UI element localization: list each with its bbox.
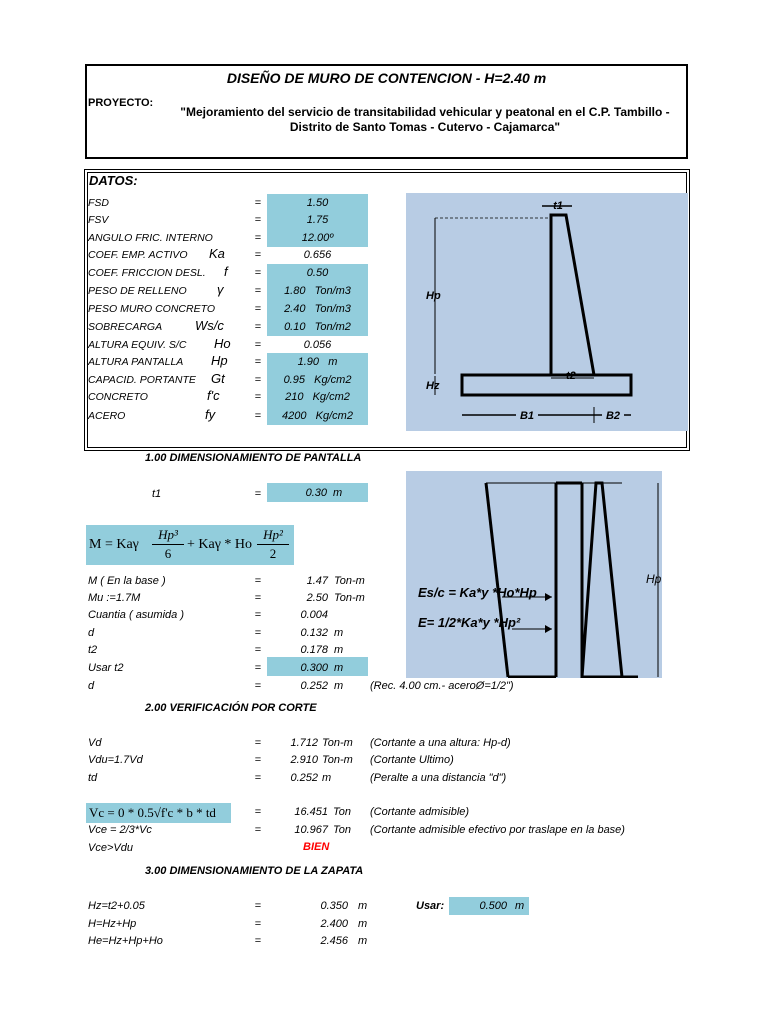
section-1-row-value: 0.004 [300, 609, 328, 621]
equals-sign: = [254, 754, 262, 766]
section-1-row-value: 0.252 [300, 680, 328, 692]
section-1-row-unit: m [334, 662, 344, 674]
vce-value: 10.967 [294, 824, 328, 836]
section-3-row-value: 2.400 [320, 918, 348, 930]
datos-row-label: ACERO [88, 410, 126, 422]
wall-section-diagram [406, 193, 688, 431]
section-3-row-label: He=Hz+Hp+Ho [88, 935, 163, 947]
project-line-1: "Mejoramiento del servicio de transitabilidad vehicular y peatonal en el C.P. Tambillo - [180, 105, 670, 119]
datos-row-label: ALTURA EQUIV. S/C [88, 339, 187, 351]
section-1-row-unit: Ton-m [334, 592, 365, 604]
t1-value-cell [267, 483, 368, 502]
section-1-row-label: Mu :=1.7M [88, 592, 141, 604]
datos-row-value: 4200 Kg/cm2 [282, 410, 353, 422]
section-1-row-value: 0.178 [300, 644, 328, 656]
section-1-row-unit: Ton-m [334, 575, 365, 587]
vc-unit: Ton [333, 806, 351, 818]
equals-sign: = [254, 374, 262, 386]
datos-row-symbol: Gt [211, 371, 225, 386]
datos-row-symbol: Hp [211, 353, 228, 368]
section-3-row-value: 2.456 [320, 935, 348, 947]
datos-row-label: COEF. FRICCION DESL. [88, 267, 206, 279]
equals-sign: = [254, 592, 262, 604]
section-1-row-label: Usar t2 [88, 662, 124, 674]
section-1-row-label: d [88, 680, 95, 692]
datos-row-label: ANGULO FRIC. INTERNO [88, 232, 213, 244]
vc-formula-text: Vc = 0 * 0.5√f'c * b * td [89, 805, 216, 820]
vce-label: Vce = 2/3*Vc [88, 824, 152, 836]
datos-row-label: SOBRECARGA [88, 321, 163, 333]
datos-row-value: 0.056 [303, 339, 332, 351]
equals-sign: = [254, 267, 262, 279]
section-1-row-value: 0.300 [300, 662, 328, 674]
datos-row-value: 0.95 Kg/cm2 [283, 374, 352, 386]
label-hp: Hp [426, 290, 441, 302]
section-2-row-note: (Cortante a una altura: Hp-d) [370, 737, 511, 749]
equals-sign: = [254, 662, 262, 674]
formula-mid: + Kaγ * Ho [187, 537, 253, 552]
datos-row-symbol: Ws/c [195, 318, 224, 333]
equals-sign: = [254, 737, 262, 749]
datos-row-symbol: fy [205, 407, 216, 422]
datos-row-symbol: f'c [207, 388, 220, 403]
equals-sign: = [254, 644, 262, 656]
section-2-row-note: (Peralte a una distancia "d") [370, 772, 507, 784]
moment-formula [86, 525, 294, 565]
equals-sign: = [254, 232, 262, 244]
datos-title: DATOS: [89, 173, 138, 188]
datos-row-label: ALTURA PANTALLA [88, 356, 184, 368]
label-b2: B2 [605, 410, 621, 422]
vce-note: (Cortante admisible efectivo por traslape en la base) [370, 824, 625, 836]
datos-row-value: 1.50 [306, 197, 329, 209]
section-3-row-value: 0.350 [320, 900, 348, 912]
project-label: PROYECTO: [88, 97, 154, 109]
section-2-row-value: 1.712 [290, 737, 318, 749]
datos-row-label: PESO DE RELLENO [88, 285, 187, 297]
section-1-title: 1.00 DIMENSIONAMIENTO DE PANTALLA [145, 452, 362, 464]
section-1-row-note: (Rec. 4.00 cm.- aceroØ=1/2") [370, 680, 514, 692]
section-3-row-label: H=Hz+Hp [88, 918, 137, 930]
equals-sign: = [254, 214, 262, 226]
equals-sign: = [254, 391, 262, 403]
formula-frac2-den: 2 [269, 546, 277, 561]
vc-value: 16.451 [294, 806, 328, 818]
check-result: BIEN [303, 841, 330, 853]
datos-row-label: CONCRETO [88, 391, 148, 403]
page-title: DISEÑO DE MURO DE CONTENCION - H=2.40 m [226, 70, 547, 86]
datos-row-value: 0.50 [306, 267, 329, 279]
datos-row-symbol: γ [217, 282, 224, 297]
equals-sign: = [254, 680, 262, 692]
section-1-row-value: 0.132 [300, 627, 328, 639]
vce-unit: Ton [333, 824, 351, 836]
equals-sign: = [254, 627, 262, 639]
equals-sign: = [254, 575, 262, 587]
datos-row-label: PESO MURO CONCRETO [88, 303, 215, 315]
usar-label: Usar: [416, 900, 445, 912]
label-hz: Hz [426, 380, 440, 392]
section-2-row-value: 0.252 [290, 772, 318, 784]
datos-row-value: 1.75 [306, 214, 329, 226]
section-1-row-unit: m [334, 627, 344, 639]
datos-row-value: 1.80 Ton/m3 [284, 285, 351, 297]
datos-row-symbol: Ho [214, 336, 231, 351]
section-3-row-unit: m [358, 918, 368, 930]
section-1-row-value: 2.50 [306, 592, 328, 604]
section-3-title: 3.00 DIMENSIONAMIENTO DE LA ZAPATA [145, 865, 364, 877]
label-b1: B1 [519, 410, 535, 422]
section-3-row-label: Hz=t2+0.05 [88, 900, 145, 912]
section-1-row-unit: m [334, 644, 344, 656]
formula-lhs: M = Kaγ [89, 537, 139, 552]
usar-value-cell [449, 897, 529, 915]
section-1-row-unit: m [334, 680, 344, 692]
datos-row-value: 0.656 [303, 249, 332, 261]
section-2-row-unit: Ton-m [322, 737, 353, 749]
section-1-row-label: t2 [88, 644, 98, 656]
es-formula: Es/c = Ka*y *Ho*Hp [418, 585, 537, 600]
datos-row-value: 12.00º [301, 232, 334, 244]
equals-sign: = [254, 806, 262, 818]
formula-frac2-num: Hp² [263, 527, 283, 542]
section-1-row-value: 1.47 [306, 575, 328, 587]
equals-sign: = [254, 935, 262, 947]
check-label: Vce>Vdu [88, 842, 133, 854]
t1-label: t1 [152, 488, 162, 500]
section-2-row-label: Vdu=1.7Vd [88, 754, 143, 766]
datos-row-symbol: Ka [209, 246, 225, 261]
usar-unit: m [515, 900, 525, 912]
datos-row-value: 1.90 m [297, 356, 338, 368]
usar-value: 0.500 [479, 900, 507, 912]
equals-sign: = [254, 321, 262, 333]
section-2-row-label: Vd [88, 737, 102, 749]
e-formula: E= 1/2*Ka*y *Hp² [418, 615, 521, 630]
project-line-2: Distrito de Santo Tomas - Cutervo - Cajamarca" [289, 120, 561, 134]
equals-sign: = [254, 339, 262, 351]
datos-row-value: 210 Kg/cm2 [285, 391, 350, 403]
equals-sign: = [254, 609, 262, 621]
label-t2: t2 [566, 370, 576, 382]
diagram-2-background [406, 471, 662, 678]
section-1-row-label: d [88, 627, 95, 639]
t1-value: 0.30 [305, 487, 327, 499]
datos-row-label: FSV [88, 214, 109, 226]
equals-sign: = [254, 918, 262, 930]
equals-sign: = [254, 197, 262, 209]
equals-sign: = [254, 900, 262, 912]
section-2-row-note: (Cortante Ultimo) [370, 754, 454, 766]
t1-unit: m [333, 487, 343, 499]
section-2-row-value: 2.910 [290, 754, 318, 766]
vc-formula [86, 803, 231, 823]
equals-sign: = [254, 824, 262, 836]
section-2-row-label: td [88, 772, 98, 784]
equals-sign: = [254, 772, 262, 784]
datos-row-label: COEF. EMP. ACTIVO [88, 249, 188, 261]
pressure-diagram [406, 471, 662, 678]
section-3-row-unit: m [358, 935, 368, 947]
formula-frac1-num: Hp³ [158, 527, 178, 542]
section-2-row-unit: Ton-m [322, 754, 353, 766]
section-2-row-unit: m [322, 772, 332, 784]
datos-row-symbol: f [224, 264, 228, 279]
equals-sign: = [254, 303, 262, 315]
section-1-row-label: M ( En la base ) [88, 575, 166, 587]
equals-sign: = [254, 410, 262, 422]
equals-sign: = [254, 488, 262, 500]
datos-row-label: FSD [88, 197, 109, 209]
section-3-row-unit: m [358, 900, 368, 912]
datos-row-value: 0.10 Ton/m2 [284, 321, 351, 333]
label-hp-2: Hp [646, 572, 662, 586]
equals-sign: = [254, 285, 262, 297]
datos-row-value: 2.40 Ton/m3 [284, 303, 351, 315]
section-1-row-label: Cuantia ( asumida ) [88, 609, 184, 621]
vc-note: (Cortante admisible) [370, 806, 470, 818]
section-2-title: 2.00 VERIFICACIÓN POR CORTE [145, 702, 317, 714]
equals-sign: = [254, 356, 262, 368]
equals-sign: = [254, 249, 262, 261]
datos-row-label: CAPACID. PORTANTE [88, 374, 196, 386]
label-t1: t1 [553, 200, 563, 212]
formula-frac1-den: 6 [164, 546, 172, 561]
